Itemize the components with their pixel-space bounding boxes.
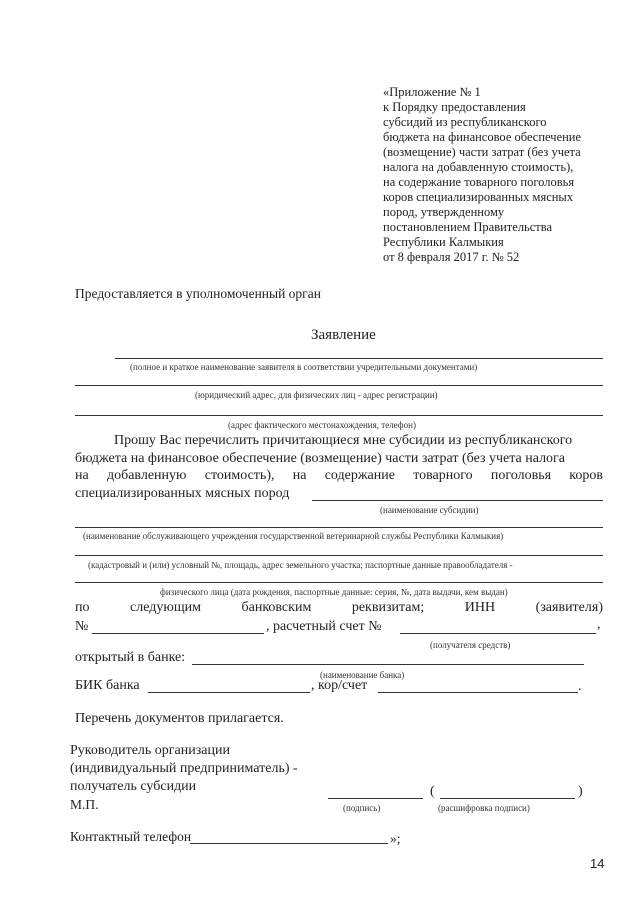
appendix-line: «Приложение № 1 [383,85,481,99]
stamp-mark: М.П. [70,797,99,812]
account-label: , расчетный счет № [266,619,382,634]
body-line-1: Прошу Вас перечислить причитающиеся мне субсидии из республиканского [114,433,573,448]
body-line-2: бюджета на финансовое обеспечение (возмещение) части затрат (без учета налога [75,451,566,466]
vet-service-line[interactable] [75,527,603,528]
word: коров [569,468,603,483]
signature-caption: (подпись) [343,803,381,813]
word: ИНН [464,600,496,615]
inn-input-line[interactable] [92,633,264,634]
appendix-block [383,85,623,265]
appendix-line: коров специализированных мясных [383,190,574,204]
recipient-caption: (получателя средств) [430,640,511,650]
corr-label: , кор/счет [311,678,368,693]
inn-label: № [75,619,89,634]
account-input-line[interactable] [400,633,596,634]
bank-opened-label: открытый в банке: [75,650,186,665]
appendix-line: бюджета на финансовое обеспечение [383,130,582,144]
word: банковским [241,600,312,615]
appendix-line: (возмещение) части затрат (без учета [383,145,581,159]
contact-end: »; [390,831,401,846]
appendix-line: постановлением Правительства [383,220,553,234]
contact-phone-label: Контактный телефон [70,829,192,844]
actual-address-line[interactable] [75,415,603,416]
appendix-line: на содержание товарного поголовья [383,175,575,189]
legal-address-caption: (юридический адрес, для физических лиц - адрес регистрации) [195,390,438,400]
appendix-line: пород, утвержденному [383,205,505,219]
body-line-4: специализированных мясных пород [75,486,290,501]
word: следующим [130,600,201,615]
submitted-to: Предоставляется в уполномоченный орган [75,286,321,301]
vet-service-caption: (наименование обслуживающего учреждения государственной ветеринарной службы Республики Калмыкия) [83,531,504,541]
subsidy-name-line[interactable] [312,500,603,501]
paren-open: ( [430,784,435,799]
bik-label: БИК банка [75,678,140,693]
word: по [75,600,90,615]
appendix-line: налога на добавленную стоимость), [383,160,574,174]
head-line-2: (индивидуальный предприниматель) - [70,761,298,776]
page-number: 14 [590,856,605,871]
document-title: Заявление [311,327,376,343]
appendix-line: от 8 февраля 2017 г. № 52 [383,250,520,264]
word: добавленную [106,468,187,483]
signature-decoding-line[interactable] [440,798,575,799]
corr-end: . [578,679,582,694]
legal-address-line[interactable] [75,385,603,386]
applicant-name-caption: (полное и краткое наименование заявителя в соответствии учредительными документами) [130,362,478,372]
signature-decoding-caption: (расшифровка подписи) [438,803,530,813]
word: на [75,468,89,483]
paren-close: ) [578,784,583,799]
docs-attached: Перечень документов прилагается. [75,711,284,726]
appendix-line: Республики Калмыкия [383,235,504,249]
subsidy-name-caption: (наименование субсидии) [380,505,479,515]
cadastral-caption-2: физического лица (дата рождения, паспортные данные: серия, №, дата выдачи, кем выдан) [160,587,508,597]
word: содержание [324,468,395,483]
word: (заявителя) [535,600,603,615]
actual-address-caption: (адрес фактического местонахождения, телефон) [228,420,416,430]
cadastral-line-1[interactable] [75,555,603,556]
account-end: , [597,617,601,632]
signature-line[interactable] [328,798,423,799]
appendix-line: субсидий из республиканского [383,115,547,129]
corr-input-line[interactable] [378,692,578,693]
body-line-3 [75,468,603,484]
word: на [292,468,307,483]
bank-name-caption: (наименование банка) [320,670,405,680]
head-line-1: Руководитель организации [70,743,230,758]
word: товарного [413,468,473,483]
bik-input-line[interactable] [148,692,310,693]
applicant-name-line[interactable] [115,358,603,359]
cadastral-line-2[interactable] [75,582,603,583]
requisites-line [75,600,603,616]
contact-phone-line[interactable] [190,843,388,844]
bank-name-line[interactable] [192,664,584,665]
appendix-line: к Порядку предоставления [383,100,526,114]
head-line-3: получатель субсидии [70,779,197,794]
cadastral-caption-1: (кадастровый и (или) условный №, площадь, адрес земельного участка; паспортные данные правообладателя - [88,560,513,570]
word: стоимость), [204,468,275,483]
word: поголовья [490,468,552,483]
word: реквизитам; [351,600,425,615]
